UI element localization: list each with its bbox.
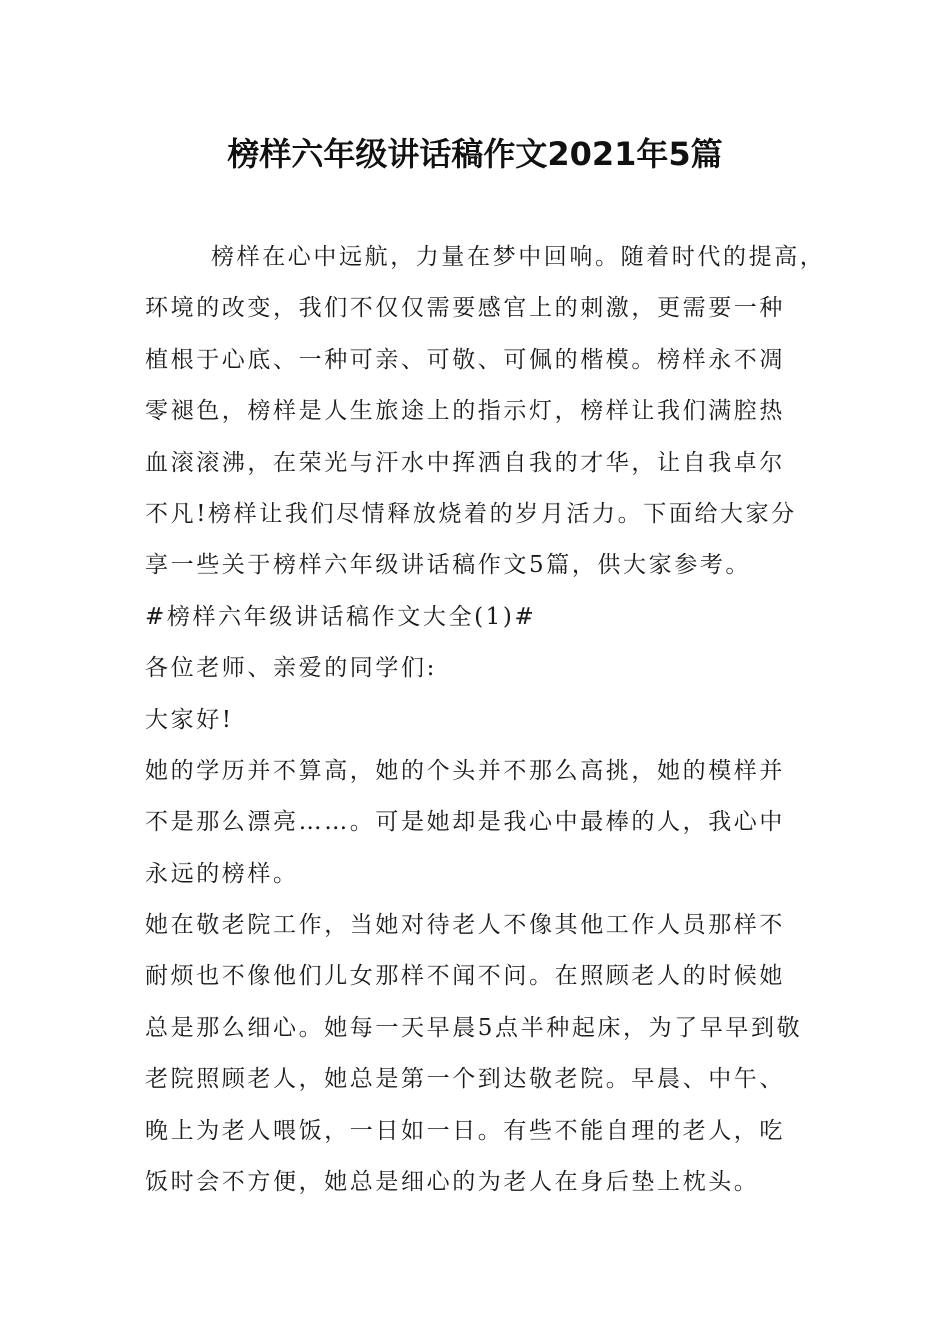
text-line: 她的学历并不算高，她的个头并不那么高挑，她的模样并 (145, 757, 785, 784)
text-line: 环境的改变，我们不仅仅需要感官上的刺激，更需要一种 (145, 295, 785, 322)
text-line: 享一些关于榜样六年级讲话稿作文5篇，供大家参考。 (145, 552, 752, 579)
text-line: 不凡!榜样让我们尽情释放烧着的岁月活力。下面给大家分 (145, 500, 797, 527)
text-line: 饭时会不方便，她总是细心的为老人在身后垫上枕头。 (145, 1169, 760, 1196)
text-line: 血滚滚沸，在荣光与汗水中挥洒自我的才华，让自我卓尔 (145, 449, 785, 476)
section-heading: #榜样六年级讲话稿作文大全(1)# (145, 603, 537, 630)
salutation: 各位老师、亲爱的同学们: (145, 655, 437, 682)
text-line: 耐烦也不像他们儿女那样不闻不问。在照顾老人的时候她 (145, 963, 785, 990)
text-line: 老院照顾老人，她总是第一个到达敬老院。早晨、中午、 (145, 1066, 785, 1093)
text-line: 零褪色，榜样是人生旅途上的指示灯，榜样让我们满腔热 (145, 398, 785, 425)
text-line: 永远的榜样。 (145, 860, 299, 887)
document-title: 榜样六年级讲话稿作文2021年5篇 (227, 135, 723, 173)
text-line: 不是那么漂亮……。可是她却是我心中最棒的人，我心中 (145, 809, 785, 836)
document-body (145, 232, 835, 1208)
text-line: 晚上为老人喂饭，一日如一日。有些不能自理的老人，吃 (145, 1117, 785, 1144)
text-line: 植根于心底、一种可亲、可敬、可佩的楷模。榜样永不凋 (145, 346, 785, 373)
text-line: 她在敬老院工作，当她对待老人不像其他工作人员那样不 (145, 912, 785, 939)
text-line: 总是那么细心。她每一天早晨5点半种起床，为了早早到敬 (145, 1014, 803, 1041)
text-line: 榜样在心中远航，力量在梦中回响。随着时代的提高， (211, 244, 826, 270)
greeting: 大家好! (145, 706, 234, 733)
